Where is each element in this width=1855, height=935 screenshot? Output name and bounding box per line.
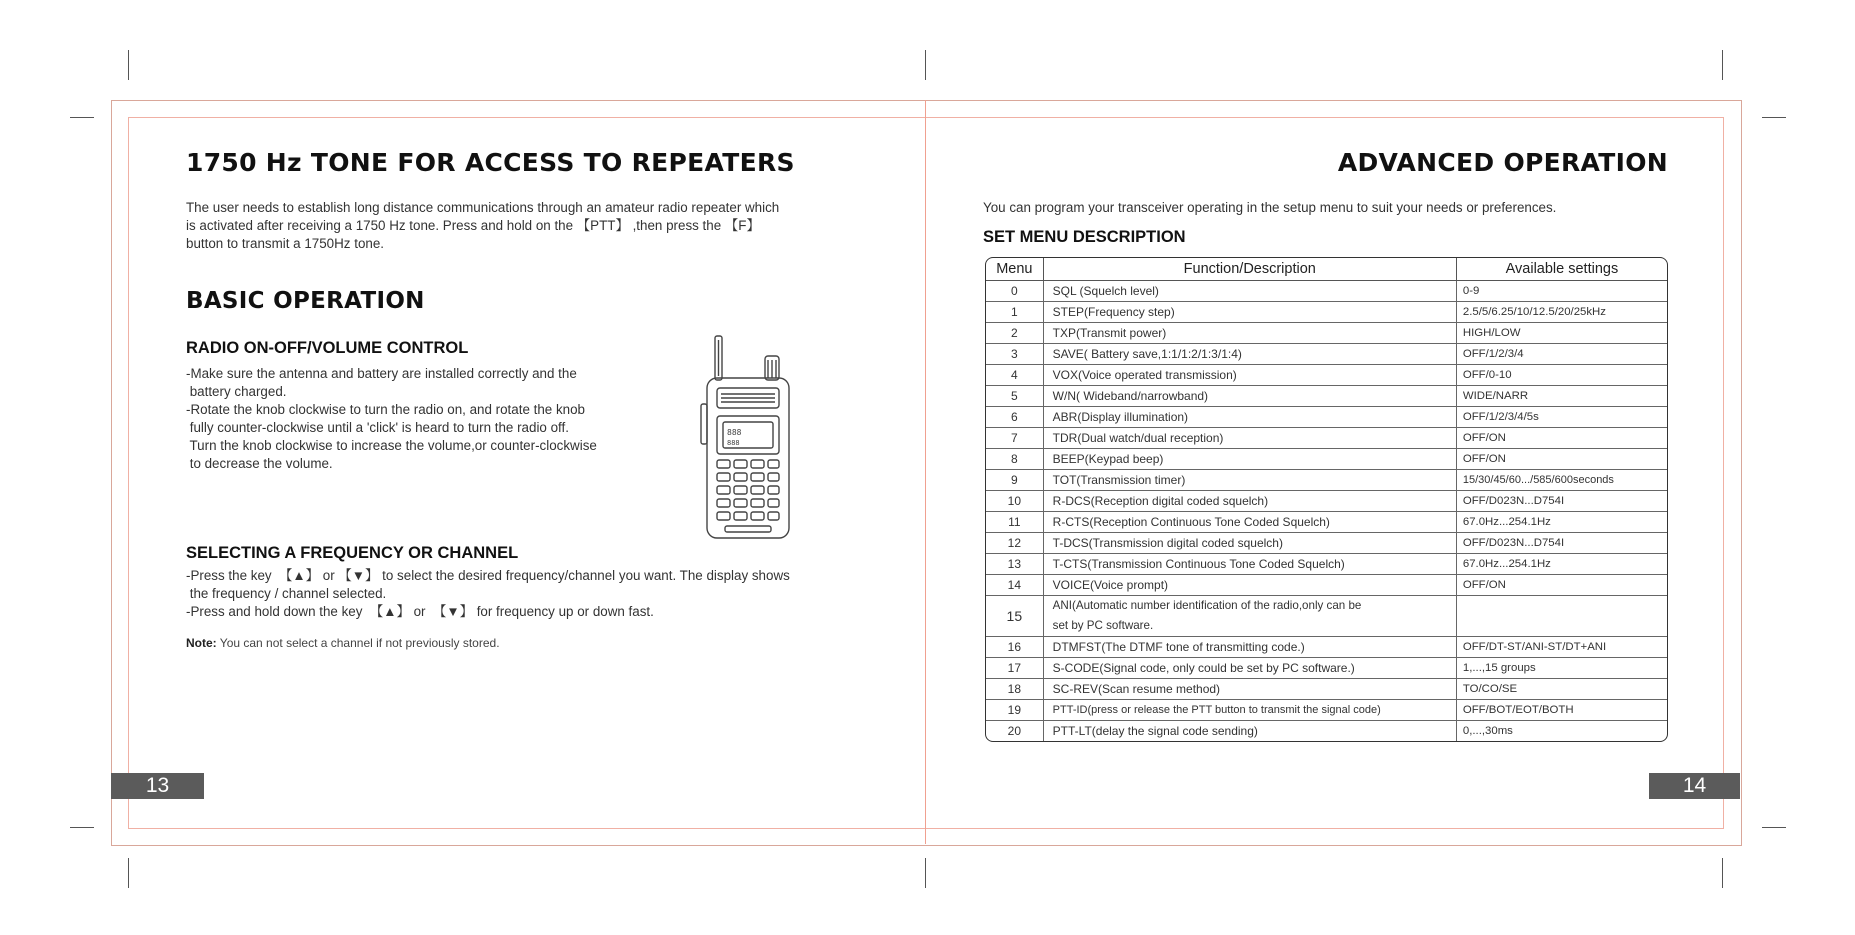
set-menu-table [985,257,1668,742]
menu-settings: OFF/ON [1456,575,1667,596]
table-row [986,554,1667,575]
menu-function: DTMFST(The DTMF tone of transmitting code.) [1043,637,1456,658]
table-row [986,302,1667,323]
menu-function: BEEP(Keypad beep) [1043,449,1456,470]
note-label: Note: [186,636,217,650]
table-row [986,407,1667,428]
page-number-right: 14 [1649,773,1740,799]
menu-function: SQL (Squelch level) [1043,281,1456,302]
menu-number: 19 [986,700,1043,721]
menu-function: S-CODE(Signal code, only could be set by PC software.) [1043,658,1456,679]
menu-number: 11 [986,512,1043,533]
spine-line [925,100,926,844]
menu-settings: OFF/1/2/3/4/5s [1456,407,1667,428]
menu-settings: 1,...,15 groups [1456,658,1667,679]
menu-number: 12 [986,533,1043,554]
paragraph-line: -Make sure the antenna and battery are installed correctly and the [186,366,577,381]
menu-settings: 67.0Hz...254.1Hz [1456,554,1667,575]
menu-number: 4 [986,365,1043,386]
table-row [986,449,1667,470]
menu-settings: HIGH/LOW [1456,323,1667,344]
table-row [986,637,1667,658]
menu-function: ABR(Display illumination) [1043,407,1456,428]
menu-settings: OFF/D023N...D754I [1456,491,1667,512]
menu-settings: OFF/D023N...D754I [1456,533,1667,554]
menu-number: 9 [986,470,1043,491]
menu-settings: OFF/1/2/3/4 [1456,344,1667,365]
menu-settings: 15/30/45/60.../585/600seconds [1456,470,1667,491]
table-row [986,470,1667,491]
table-row [986,386,1667,407]
menu-settings: OFF/ON [1456,449,1667,470]
menu-function: VOX(Voice operated transmission) [1043,365,1456,386]
table-row [986,596,1667,637]
menu-function: W/N( Wideband/narrowband) [1043,386,1456,407]
menu-function: PTT-LT(delay the signal code sending) [1043,721,1456,742]
table-header-row [986,258,1667,281]
menu-settings: OFF/BOT/EOT/BOTH [1456,700,1667,721]
menu-settings: OFF/ON [1456,428,1667,449]
menu-settings: OFF/0-10 [1456,365,1667,386]
menu-settings: 2.5/5/6.25/10/12.5/20/25kHz [1456,302,1667,323]
menu-number: 13 [986,554,1043,575]
table-row [986,281,1667,302]
svg-text:888: 888 [727,439,740,447]
menu-settings: 0,...,30ms [1462,725,1513,737]
menu-function: TXP(Transmit power) [1043,323,1456,344]
advanced-intro: You can program your transceiver operating in the setup menu to suit your needs or preferences. [983,200,1557,215]
column-header-menu: Menu [986,258,1043,281]
table-row [986,365,1667,386]
note [186,636,500,650]
crop-mark [70,117,94,118]
menu-function: TOT(Transmission timer) [1043,470,1456,491]
crop-mark [128,50,129,80]
paragraph-line: The user needs to establish long distance communications through an amateur radio repeater which [186,200,780,215]
menu-number: 7 [986,428,1043,449]
radio-illustration [695,334,815,544]
menu-function: R-DCS(Reception digital coded squelch) [1043,491,1456,512]
crop-mark [1762,827,1786,828]
table-row [986,721,1667,742]
table-row [986,491,1667,512]
menu-function: T-DCS(Transmission digital coded squelch) [1043,533,1456,554]
crop-mark [128,858,129,888]
menu-number: 0 [986,281,1043,302]
frequency-channel-body [186,567,886,621]
menu-settings: 67.0Hz...254.1Hz [1456,512,1667,533]
menu-number: 14 [986,575,1043,596]
note-text: You can not select a channel if not previously stored. [216,636,500,650]
paragraph-line: fully counter-clockwise until a 'click' is heard to turn the radio off. [186,420,569,435]
subsection-title-frequency-channel: SELECTING A FREQUENCY OR CHANNEL [186,544,519,562]
paragraph-line: the frequency / channel selected. [186,586,387,601]
menu-number: 3 [986,344,1043,365]
svg-text:888: 888 [727,428,742,437]
menu-function: R-CTS(Reception Continuous Tone Coded Squelch) [1043,512,1456,533]
column-header-settings: Available settings [1456,258,1667,281]
table-row [986,428,1667,449]
menu-settings: OFF/DT-ST/ANI-ST/DT+ANI [1456,637,1667,658]
paragraph-line: -Rotate the knob clockwise to turn the radio on, and rotate the knob [186,402,585,417]
crop-mark [1722,858,1723,888]
menu-function: ANI(Automatic number identification of the radio,only can be set by PC software. [1043,596,1456,637]
menu-function: SC-REV(Scan resume method) [1043,679,1456,700]
crop-mark [925,858,926,888]
table-row [986,658,1667,679]
menu-number: 2 [986,323,1043,344]
menu-function: T-CTS(Transmission Continuous Tone Coded Squelch) [1043,554,1456,575]
column-header-function: Function/Description [1043,258,1456,281]
menu-number: 20 [986,721,1043,742]
menu-settings: 0-9 [1456,281,1667,302]
table-row [986,700,1667,721]
crop-mark [70,827,94,828]
menu-number: 6 [986,407,1043,428]
crop-mark [1762,117,1786,118]
menu-settings [1456,596,1667,637]
onoff-volume-body [186,365,656,473]
menu-function: PTT-ID(press or release the PTT button to transmit the signal code) [1043,700,1456,721]
menu-settings: WIDE/NARR [1456,386,1667,407]
menu-function: TDR(Dual watch/dual reception) [1043,428,1456,449]
menu-number: 15 [986,596,1043,637]
subsection-title-set-menu: SET MENU DESCRIPTION [983,228,1186,246]
menu-number: 5 [986,386,1043,407]
section-1750hz-body [186,199,886,253]
menu-number: 17 [986,658,1043,679]
menu-function: STEP(Frequency step) [1043,302,1456,323]
crop-mark [925,50,926,80]
paragraph-line: is activated after receiving a 1750 Hz tone. Press and hold on the 【PTT】 ,then press the 【F】 [186,218,760,233]
table-row [986,679,1667,700]
table-row [986,575,1667,596]
menu-number: 1 [986,302,1043,323]
table-row [986,344,1667,365]
menu-settings: TO/CO/SE [1456,679,1667,700]
menu-function: VOICE(Voice prompt) [1043,575,1456,596]
menu-function: SAVE( Battery save,1:1/1:2/1:3/1:4) [1043,344,1456,365]
menu-number: 16 [986,637,1043,658]
menu-number: 10 [986,491,1043,512]
paragraph-line: to decrease the volume. [186,456,333,471]
section-title-basic-operation: BASIC OPERATION [186,288,425,314]
menu-number: 8 [986,449,1043,470]
paragraph-line: -Press and hold down the key 【▲】 or 【▼】 for frequency up or down fast. [186,604,654,619]
table-row [986,323,1667,344]
page-number-left: 13 [111,773,204,799]
table-row [986,512,1667,533]
subsection-title-onoff-volume: RADIO ON-OFF/VOLUME CONTROL [186,339,469,357]
section-title-1750hz: 1750 Hz TONE FOR ACCESS TO REPEATERS [186,148,795,177]
table-row [986,533,1667,554]
paragraph-line: -Press the key 【▲】 or 【▼】 to select the desired frequency/channel you want. The display shows [186,568,790,583]
paragraph-line: battery charged. [186,384,287,399]
paragraph-line: Turn the knob clockwise to increase the volume,or counter-clockwise [186,438,597,453]
section-title-advanced-operation: ADVANCED OPERATION [1337,148,1668,177]
crop-mark [1722,50,1723,80]
paragraph-line: button to transmit a 1750Hz tone. [186,236,385,251]
menu-number: 18 [986,679,1043,700]
